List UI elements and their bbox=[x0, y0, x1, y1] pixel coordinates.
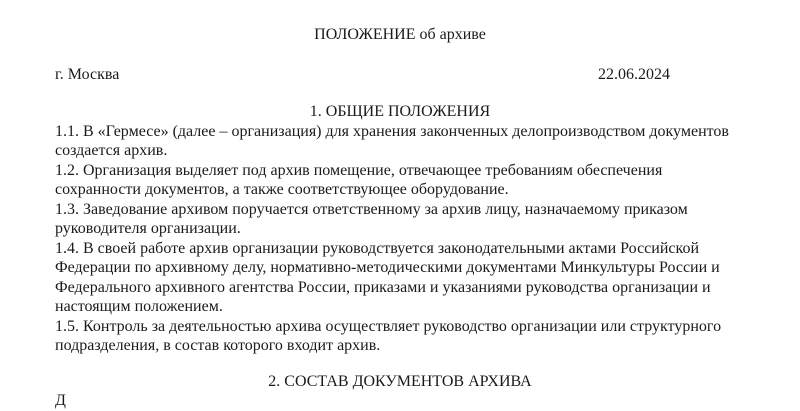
document-title: ПОЛОЖЕНИЕ об архиве bbox=[314, 26, 486, 43]
section-1-heading: 1. ОБЩИЕ ПОЛОЖЕНИЯ bbox=[309, 103, 491, 120]
cutoff-next-line bbox=[55, 391, 745, 409]
paragraph-1-5: 1.5. Контроль за деятельностью архива осуществляет руководство организации или структурного подразделения, в состав которого входит архив. bbox=[55, 317, 722, 354]
paragraph-1-4: 1.4. В своей работе архив организации руководствуется законодательными актами Российской Федерации по архивному делу, нормативно-методическими документами Минкультуры России и Федерального архивного агентства России, приказами и указаниями руководства организации и настоящим положением. bbox=[55, 239, 720, 315]
paragraph-1-2: 1.2. Организация выделяет под архив помещение, отвечающее требованиям обеспечения сохранности документов, а также соответствующее оборудование. bbox=[55, 161, 663, 198]
place-label: г. Москва bbox=[55, 65, 120, 83]
paragraph-1-1: 1.1. В «Гермесе» (далее – организация) для хранения законченных делопроизводством документов создается архив. bbox=[55, 122, 729, 159]
section-2-heading: 2. СОСТАВ ДОКУМЕНТОВ АРХИВА bbox=[268, 372, 532, 390]
date-label: 22.06.2024 bbox=[598, 65, 670, 83]
meta-row bbox=[55, 65, 745, 85]
cutoff-next-line-text: Д bbox=[55, 392, 66, 409]
paragraph-1-3: 1.3. Заведование архивом поручается ответственному за архив лицу, назначаемому приказом руководителя организации. bbox=[55, 200, 688, 237]
